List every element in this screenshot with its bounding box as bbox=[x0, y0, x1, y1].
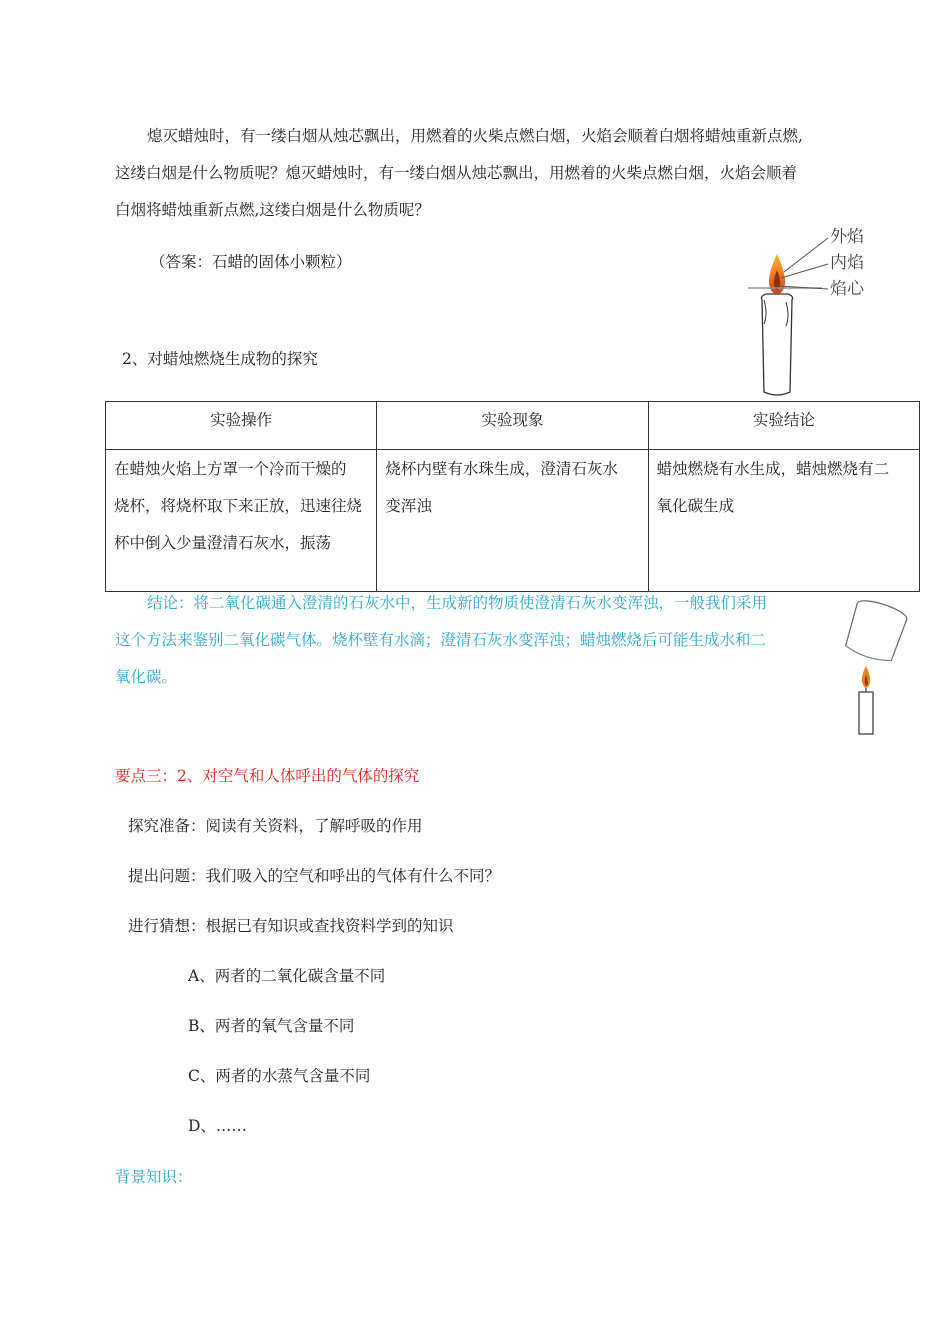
conclusion-text-line-3: 氧化碳。 bbox=[115, 668, 178, 686]
keypoint-3-title: 要点三：2、对空气和人体呼出的气体的探究 bbox=[115, 767, 420, 785]
intro-line-2: 这缕白烟是什么物质呢？熄灭蜡烛时，有一缕白烟从烛芯飘出，用燃着的火柴点燃白烟，火焰会顺着 bbox=[115, 164, 798, 182]
operation-line-2: 烧杯，将烧杯取下来正放，迅速往烧 bbox=[114, 497, 363, 515]
intro-paragraph bbox=[115, 118, 840, 229]
option-b: B、两者的氧气含量不同 bbox=[188, 1017, 355, 1035]
candle-flame-figure bbox=[740, 222, 880, 400]
beaker-candle-figure bbox=[828, 596, 920, 740]
beaker-over-candle-illustration bbox=[828, 596, 920, 740]
operation-line-1: 在蜡烛火焰上方罩一个冷而干燥的 bbox=[114, 460, 347, 478]
intro-line-3: 白烟将蜡烛重新点燃,这缕白烟是什么物质呢？ bbox=[115, 201, 430, 219]
intro-line-1: 熄灭蜡烛时，有一缕白烟从烛芯飘出，用燃着的火柴点燃白烟，火焰会顺着白烟将蜡烛重新点燃, bbox=[147, 127, 803, 145]
cell-phenomenon bbox=[377, 450, 648, 592]
header-operation: 实验操作 bbox=[106, 402, 377, 450]
conclusion-paragraph bbox=[115, 585, 840, 696]
conclusion-line-1: 蜡烛燃烧有水生成，蜡烛燃烧有二 bbox=[656, 460, 890, 478]
raise-question: 提出问题：我们吸入的空气和呼出的气体有什么不同？ bbox=[128, 867, 501, 885]
outer-flame-label: 外焰 bbox=[830, 227, 864, 247]
operation-line-3: 杯中倒入少量澄清石灰水，振荡 bbox=[114, 534, 332, 552]
phenomenon-line-1: 烧杯内壁有水珠生成，澄清石灰水 bbox=[385, 460, 618, 478]
inquiry-preparation: 探究准备：阅读有关资料，了解呼吸的作用 bbox=[128, 817, 423, 835]
cell-conclusion bbox=[648, 450, 919, 592]
inner-flame-label: 内焰 bbox=[830, 253, 864, 273]
flame-core-label: 焰心 bbox=[830, 279, 864, 299]
conclusion-text-line-2: 这个方法来鉴别二氧化碳气体。烧杯壁有水滴；澄清石灰水变浑浊；蜡烛燃烧后可能生成水和二 bbox=[115, 631, 767, 649]
table-row bbox=[106, 450, 920, 592]
conclusion-text-line-1: 结论：将二氧化碳通入澄清的石灰水中，生成新的物质使澄清石灰水变浑浊，一般我们采用 bbox=[147, 594, 768, 612]
table-header-row bbox=[106, 402, 920, 450]
header-phenomenon: 实验现象 bbox=[377, 402, 648, 450]
background-knowledge-title: 背景知识： bbox=[115, 1168, 193, 1186]
answer-text: （答案：石蜡的固体小颗粒） bbox=[150, 253, 352, 271]
experiment-table bbox=[105, 401, 920, 592]
cell-operation bbox=[106, 450, 377, 592]
hypothesis: 进行猜想：根据已有知识或查找资料学到的知识 bbox=[128, 917, 454, 935]
option-d: D、…… bbox=[188, 1117, 247, 1135]
phenomenon-line-2: 变浑浊 bbox=[385, 497, 432, 515]
conclusion-line-2: 氧化碳生成 bbox=[656, 497, 735, 515]
candle-flame-illustration bbox=[740, 222, 880, 400]
section-2-title: 2、对蜡烛燃烧生成物的探究 bbox=[122, 350, 318, 368]
option-a: A、两者的二氧化碳含量不同 bbox=[188, 967, 386, 985]
header-conclusion: 实验结论 bbox=[648, 402, 919, 450]
option-c: C、两者的水蒸气含量不同 bbox=[188, 1067, 371, 1085]
